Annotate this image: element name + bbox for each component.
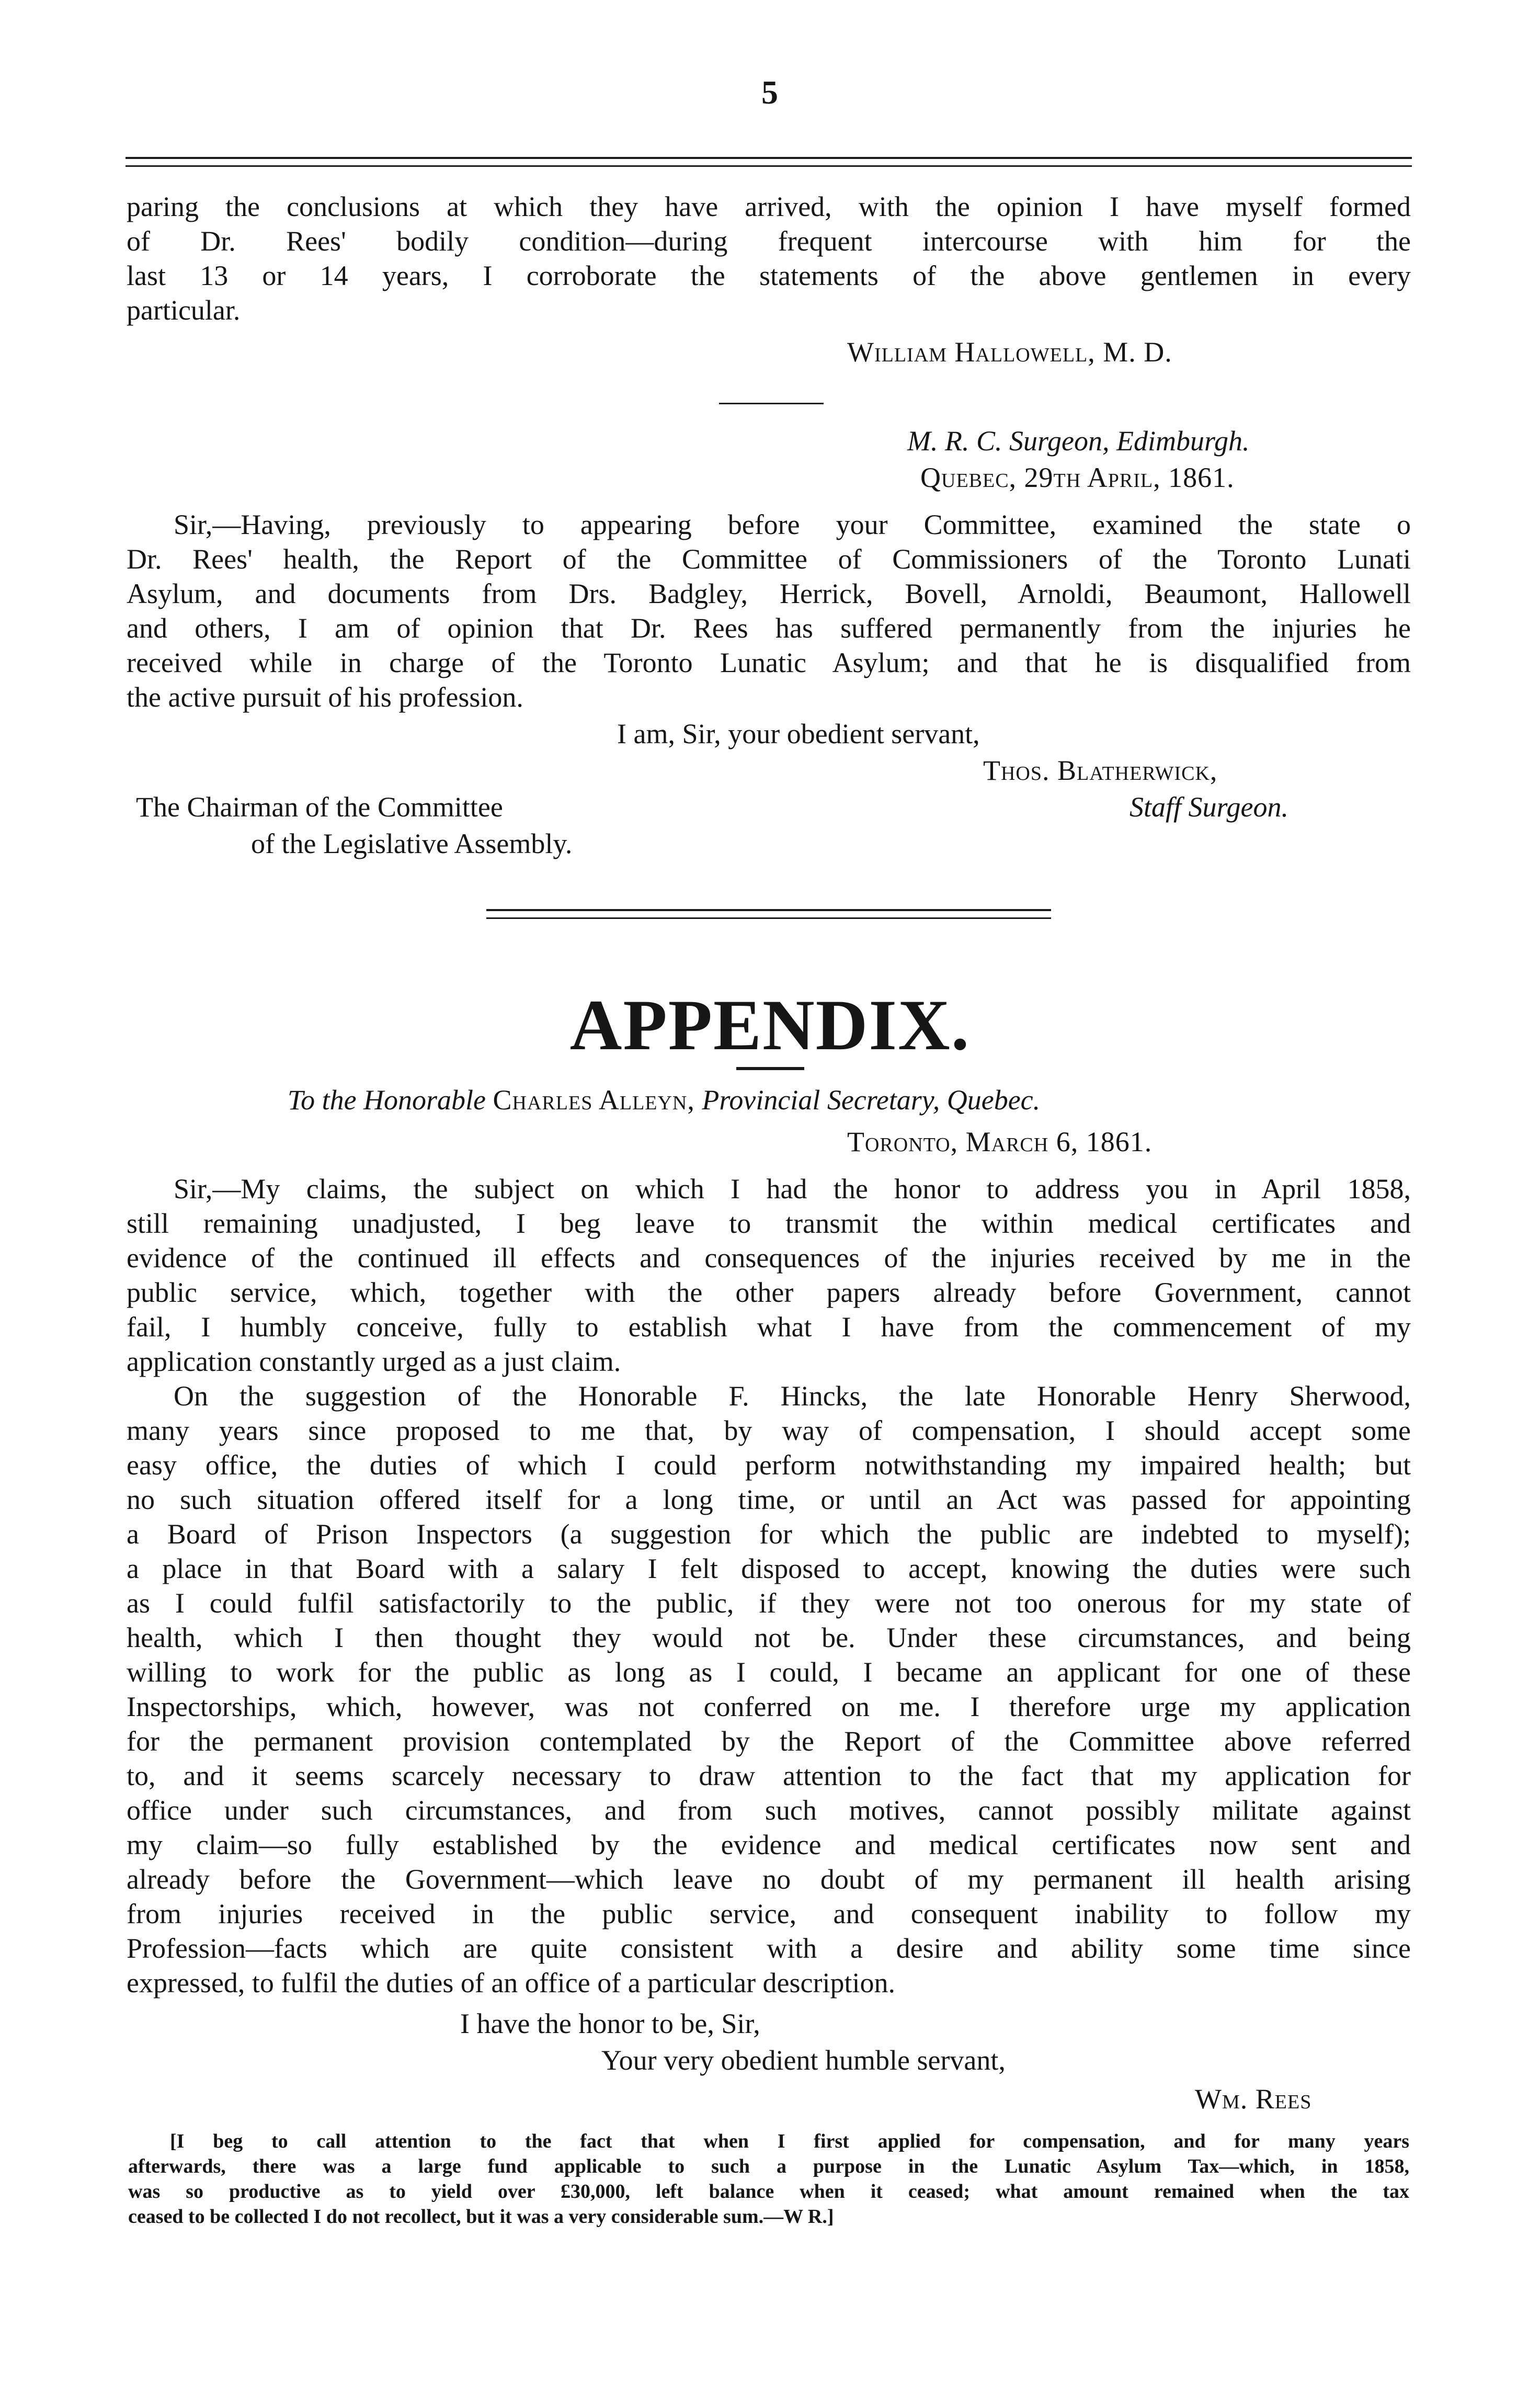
text-line: Inspectorships, which, however, was not conferred on me. I therefore urge my application bbox=[127, 1691, 1411, 1722]
letter-2-closing: I am, Sir, your obedient servant, bbox=[617, 718, 980, 750]
text-line: paring the conclusions at which they have arrived, with the opinion I have myself formed bbox=[127, 191, 1411, 222]
address-prefix: To the Honorable bbox=[288, 1084, 486, 1116]
footnote-line: was so productive as to yield over £30,000, left balance when it ceased; what amount remained when the tax bbox=[128, 2181, 1409, 2202]
text-line: last 13 or 14 years, I corroborate the statements of the above gentlemen in every bbox=[127, 260, 1411, 291]
letter-2-signer: Thos. Blatherwick, bbox=[983, 755, 1218, 786]
text-line: On the suggestion of the Honorable F. Hincks, the late Honorable Henry Sherwood, bbox=[174, 1380, 1411, 1412]
short-divider bbox=[719, 403, 824, 404]
appendix-closing-2: Your very obedient humble servant, bbox=[601, 2045, 1006, 2076]
letter-2-signer-title: Staff Surgeon. bbox=[1130, 791, 1288, 823]
text-line: office under such circumstances, and from such motives, cannot possibly militate against bbox=[127, 1795, 1411, 1826]
appendix-address bbox=[288, 1083, 1040, 1117]
footnote bbox=[128, 2129, 1409, 2229]
address-suffix: Provincial Secretary, Quebec. bbox=[702, 1084, 1041, 1116]
text-line: Dr. Rees' health, the Report of the Committee of Commissioners of the Toronto Lunati bbox=[127, 543, 1411, 575]
text-line: willing to work for the public as long as I could, I became an applicant for one of these bbox=[127, 1656, 1411, 1688]
signature-name: William Hallowell, M. D. bbox=[847, 336, 1172, 368]
header-rule-bottom bbox=[126, 165, 1412, 167]
text-line: evidence of the continued ill effects and consequences of the injuries received by me in the bbox=[127, 1242, 1411, 1274]
text-line: expressed, to fulfil the duties of an office of a particular description. bbox=[127, 1967, 895, 1999]
section-divider-top bbox=[486, 909, 1051, 911]
appendix-heading: APPENDIX. bbox=[569, 985, 971, 1065]
text-line: fail, I humbly conceive, fully to establish what I have from the commencement of my bbox=[127, 1311, 1411, 1343]
text-line: received while in charge of the Toronto Lunatic Asylum; and that he is disqualified from bbox=[127, 647, 1411, 678]
heading-underline bbox=[736, 1067, 804, 1070]
text-line: health, which I then thought they would not be. Under these circumstances, and being bbox=[127, 1622, 1411, 1653]
text-line: the active pursuit of his profession. bbox=[127, 682, 523, 713]
appendix-paragraph-1 bbox=[127, 1172, 1411, 1379]
appendix-signer: Wm. Rees bbox=[1195, 2083, 1312, 2115]
addressee-line-2: of the Legislative Assembly. bbox=[251, 828, 573, 859]
text-line: to, and it seems scarcely necessary to draw attention to the fact that my application for bbox=[127, 1760, 1411, 1791]
text-line: from injuries received in the public service, and consequent inability to follow my bbox=[127, 1898, 1411, 1929]
addressee-line-1: The Chairman of the Committee bbox=[136, 791, 503, 823]
text-line: and others, I am of opinion that Dr. Rees has suffered permanently from the injuries he bbox=[127, 612, 1411, 644]
text-line: application constantly urged as a just claim. bbox=[127, 1346, 621, 1377]
appendix-paragraph-2 bbox=[127, 1379, 1411, 2000]
text-line: my claim—so fully established by the evidence and medical certificates now sent and bbox=[127, 1829, 1411, 1860]
text-line: as I could fulfil satisfactorily to the public, if they were not too onerous for my state of bbox=[127, 1587, 1411, 1619]
text-line: Asylum, and documents from Drs. Badgley, Herrick, Bovell, Arnoldi, Beaumont, Hallowell bbox=[127, 578, 1411, 609]
text-line: easy office, the duties of which I could perform notwithstanding my impaired health; but bbox=[127, 1449, 1411, 1481]
header-rule-top bbox=[126, 157, 1412, 159]
place-date: Quebec, 29th April, 1861. bbox=[920, 462, 1235, 493]
appendix-place-date: Toronto, March 6, 1861. bbox=[847, 1126, 1153, 1157]
text-line: Profession—facts which are quite consistent with a desire and ability some time since bbox=[127, 1933, 1411, 1964]
text-line: a Board of Prison Inspectors (a suggestion for which the public are indebted to myself); bbox=[127, 1518, 1411, 1550]
text-line: Sir,—Having, previously to appearing before your Committee, examined the state o bbox=[174, 509, 1411, 540]
text-line: of Dr. Rees' bodily condition—during frequent intercourse with him for the bbox=[127, 225, 1411, 257]
text-line: already before the Government—which leave no doubt of my permanent ill health arising bbox=[127, 1864, 1411, 1895]
letter-2-body bbox=[127, 507, 1411, 714]
section-divider-bottom bbox=[486, 917, 1051, 919]
footnote-line: [I beg to call attention to the fact that when I first applied for compensation, and for many years bbox=[170, 2130, 1409, 2152]
text-line: a place in that Board with a salary I felt disposed to accept, knowing the duties were such bbox=[127, 1553, 1411, 1584]
text-line: Sir,—My claims, the subject on which I had the honor to address you in April 1858, bbox=[174, 1173, 1411, 1205]
top-paragraph bbox=[127, 189, 1411, 327]
text-line: particular. bbox=[127, 294, 241, 326]
text-line: public service, which, together with the other papers already before Government, cannot bbox=[127, 1277, 1411, 1308]
address-name: Charles Alleyn, bbox=[493, 1084, 695, 1116]
text-line: many years since proposed to me that, by way of compensation, I should accept some bbox=[127, 1415, 1411, 1446]
text-line: no such situation offered itself for a long time, or until an Act was passed for appointing bbox=[127, 1484, 1411, 1515]
signature-title: M. R. C. Surgeon, Edimburgh. bbox=[907, 425, 1250, 457]
text-line: for the permanent provision contemplated by the Report of the Committee above referred bbox=[127, 1725, 1411, 1757]
page-number: 5 bbox=[761, 74, 778, 111]
text-line: still remaining unadjusted, I beg leave to transmit the within medical certificates and bbox=[127, 1208, 1411, 1239]
footnote-line: ceased to be collected I do not recollect, but it was a very considerable sum.—W R.] bbox=[128, 2206, 834, 2228]
footnote-line: afterwards, there was a large fund applicable to such a purpose in the Lunatic Asylum Tax—which, in 1858, bbox=[128, 2155, 1409, 2177]
appendix-closing-1: I have the honor to be, Sir, bbox=[460, 2008, 760, 2039]
